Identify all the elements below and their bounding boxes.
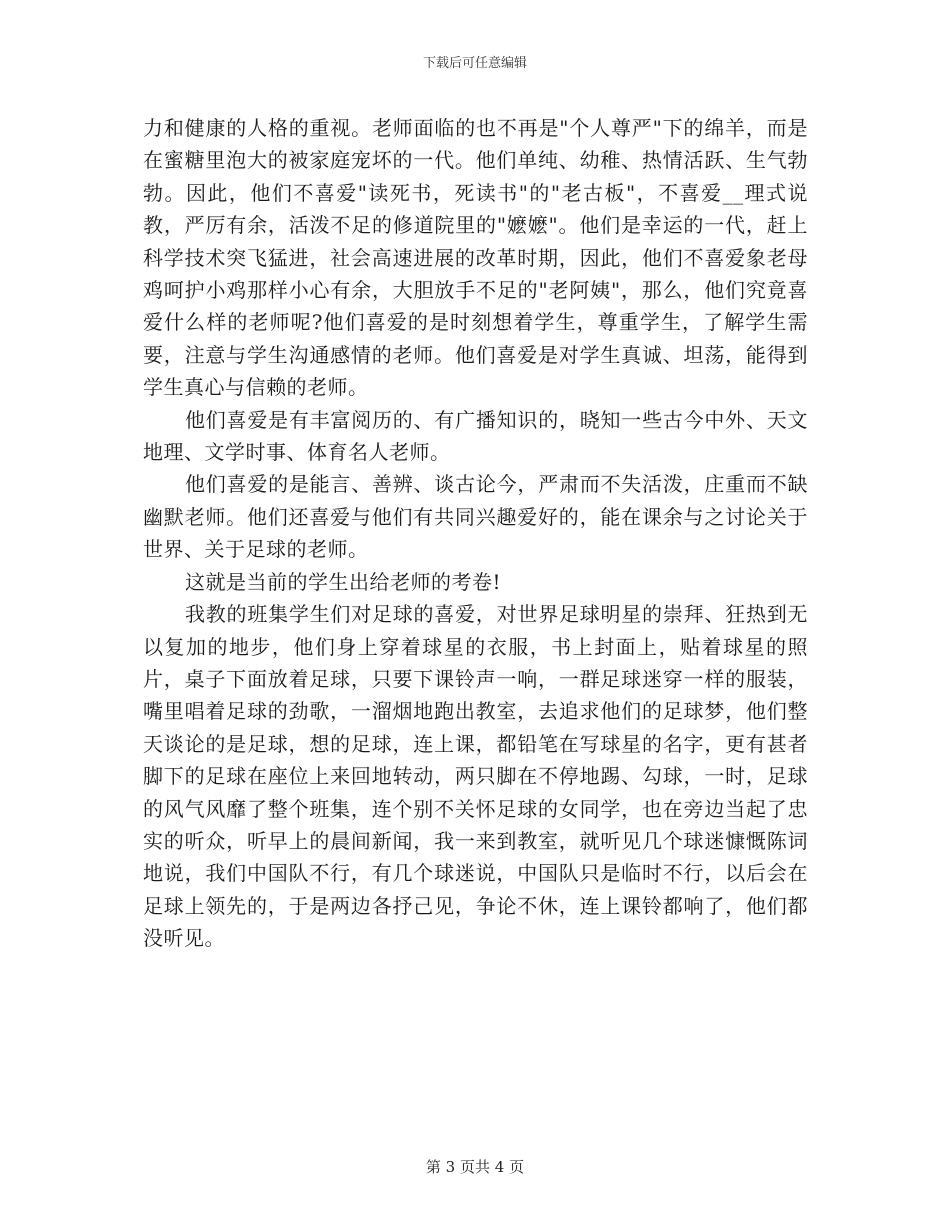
paragraph-knowledge: 他们喜爱是有丰富阅历的、有广播知识的，晓知一些古今中外、天文地理、文学时事、体育名人老师。	[143, 407, 808, 465]
page-number: 第 3 页共 4 页	[425, 1158, 525, 1176]
paragraph-exam: 这就是当前的学生出给老师的考卷!	[185, 569, 502, 594]
paragraph-continuation: 力和健康的人格的重视。老师面临的也不再是"个人尊严"下的绵羊，而是在蜜糖里泡大的被家庭宠坏的一代。他们单纯、幼稚、热情活跃、生气勃勃。因此，他们不喜爱"读死书，死读书"的"老古板"，不喜爱__理式说教，严厉有余，活泼不足的修道院里的"嬷嬷"。他们是幸运的一代，赶上科学技术突飞猛进，社会高速进展的改革时期，因此，他们不喜爱象老母鸡呵护小鸡那样小心有余，大胆放手不足的"老阿姨"，那么，他们究竟喜爱什么样的老师呢?他们喜爱的是时刻想着学生，尊重学生，了解学生需要，注意与学生沟通感情的老师。他们喜爱是对学生真诚、坦荡，能得到学生真心与信赖的老师。	[143, 116, 808, 400]
paragraph-eloquence: 他们喜爱的是能言、善辨、谈古论今，严肃而不失活泼，庄重而不缺幽默老师。他们还喜爱与他们有共同兴趣爱好的，能在课余与之讨论关于世界、关于足球的老师。	[143, 472, 808, 562]
paragraph-football: 我教的班集学生们对足球的喜爱，对世界足球明星的崇拜、狂热到无以复加的地步，他们身上穿着球星的衣服，书上封面上，贴着球星的照片，桌子下面放着足球，只要下课铃声一响，一群足球迷穿一样的服装，嘴里唱着足球的劲歌，一溜烟地跑出教室，去追求他们的足球梦，他们整天谈论的是足球，想的足球，连上课，都铅笔在写球星的名字，更有甚者脚下的足球在座位上来回地转动，两只脚在不停地踢、勾球，一时，足球的风气风靡了整个班集，连个别不关怀足球的女同学，也在旁边当起了忠实的听众，听早上的晨间新闻，我一来到教室，就听见几个球迷慷慨陈词地说，我们中国队不行，有几个球迷说，中国队只是临时不行，以后会在足球上领先的，于是两边各抒己见，争论不休，连上课铃都响了，他们都没听见。	[143, 602, 808, 951]
page-header: 下载后可任意编辑	[422, 56, 527, 71]
document-body	[143, 112, 808, 955]
